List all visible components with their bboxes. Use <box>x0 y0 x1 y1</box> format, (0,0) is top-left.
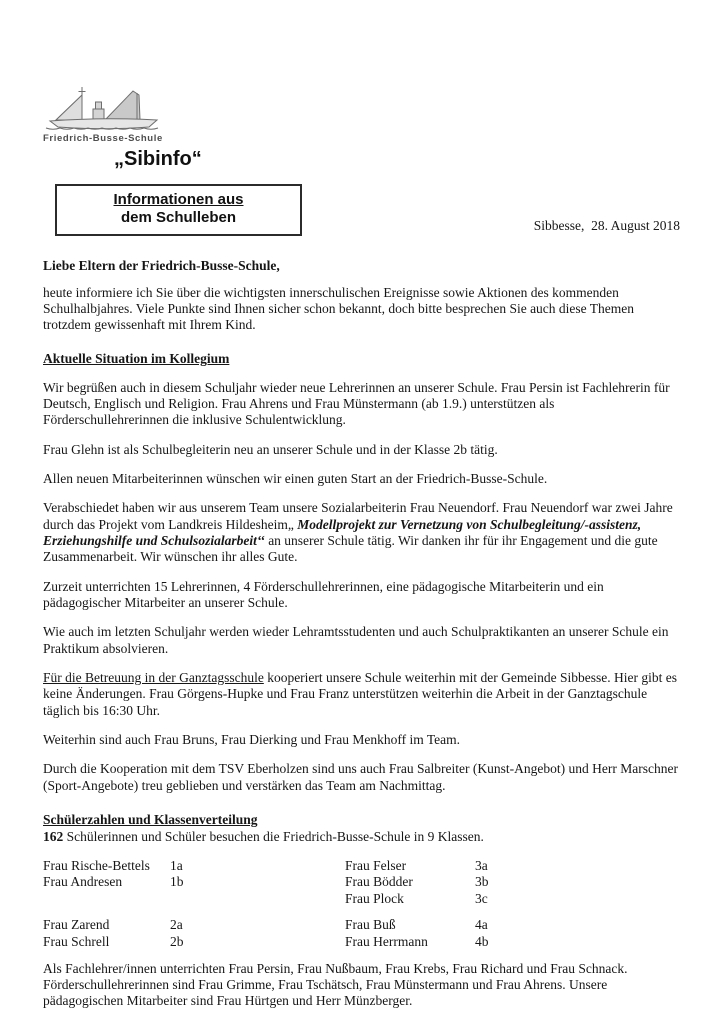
para-frau-glehn: Frau Glehn ist als Schulbegleiterin neu an unserer Schule und in der Klasse 2b tätig. <box>43 441 498 457</box>
ganztag-underlined: Für die Betreuung in der Ganztagsschule <box>43 670 264 686</box>
closing-paragraph: Als Fachlehrer/innen unterrichten Frau Persin, Frau Nußbaum, Frau Krebs, Frau Richard und Frau Schnack. Förderschullehrerinnen sind Frau Grimme, Frau Tschätsch, Frau Münstermann und Frau Ahrens. Unsere pädagogischen Mitarbeiter sind Frau Hürtgen und Herr Münzberger. <box>43 960 628 1009</box>
table-row <box>43 934 680 951</box>
teacher-name <box>43 891 170 908</box>
class-label <box>170 891 345 908</box>
para-team: Weiterhin sind auch Frau Bruns, Frau Dierking und Frau Menkhoff im Team. <box>43 732 461 748</box>
class-table <box>43 858 680 951</box>
para-new-teachers: Wir begrüßen auch in diesem Schuljahr wieder neue Lehrerinnen an unserer Schule. Frau Persin ist Fachlehrerin für Deutsch, Englisch und Religion. Frau Ahrens und Frau Münstermann (ab 1.9.) unterstützen als Förderschullehrerinnen die inklusive Schulentwicklung. <box>43 379 670 428</box>
teacher-name: Frau Rische-Bettels <box>43 857 150 873</box>
class-label: 3c <box>475 890 488 906</box>
header-row <box>43 184 680 237</box>
class-label: 1b <box>170 874 184 890</box>
teacher-name: Frau Schrell <box>43 934 110 950</box>
table-row <box>43 917 680 934</box>
neuendorf-pre: Verabschiedet haben wir aus unserem Team unsere Sozialarbeiterin Frau Neuendorf. Frau Neuendorf war zwei Jahre durch das Projekt vom Landkreis Hildesheim„ <box>43 500 673 532</box>
logo-school-name: Friedrich-Busse-Schule <box>43 133 163 144</box>
newsletter-title: „Sibinfo“ <box>114 148 202 171</box>
table-row-spacer <box>43 907 680 917</box>
info-box <box>55 184 302 237</box>
para-ganztagsschule <box>43 670 680 719</box>
greeting: Liebe Eltern der Friedrich-Busse-Schule, <box>43 258 280 274</box>
class-label: 4b <box>475 934 489 950</box>
teacher-name: Frau Plock <box>345 890 404 906</box>
neuendorf-post: an unserer Schule tätig. Wir danken ihr für ihr Engagement und die gute Zusammenarbeit. Wir wünschen ihr alles Gute. <box>43 533 658 565</box>
class-label: 4a <box>475 917 488 933</box>
table-row <box>43 891 680 908</box>
student-count-number: 162 <box>43 829 64 845</box>
dateline: Sibbesse, 28. August 2018 <box>533 217 680 233</box>
class-label: 3b <box>475 874 489 890</box>
class-label: 1a <box>170 857 183 873</box>
para-staff-count: Zurzeit unterrichten 15 Lehrerinnen, 4 Förderschullehrerinnen, eine pädagogische Mitarbeiterin und ein pädagogischer Mitarbeiter an unserer Schule. <box>43 578 604 611</box>
intro-paragraph: heute informiere ich Sie über die wichtigsten innerschulischen Ereignisse sowie Aktionen des kommenden Schulhalbjahres. Viele Punkte sind Ihnen sicher schon bekannt, doch bitte besprechen Sie auch diese Themen trotzdem gewissenhaft mit Ihrem Kind. <box>43 284 635 333</box>
ganztag-rest: kooperiert unsere Schule weiterhin mit der Gemeinde Sibbesse. Hier gibt es keine Änderungen. Frau Görgens-Hupke und Frau Franz unterstützen weiterhin die Arbeit in der Ganztagschule täglich bis 16:30 Uhr. <box>43 670 677 718</box>
teacher-name: Frau Andresen <box>43 874 123 890</box>
class-label: 2a <box>170 917 183 933</box>
para-praktikanten: Wie auch im letzten Schuljahr werden wieder Lehramtsstudenten und auch Schulpraktikanten an unserer Schule ein Praktikum absolvieren. <box>43 624 669 656</box>
neuendorf-project-quote: Modellprojekt zur Vernetzung von Schulbegleitung/-assistenz, Erziehungshilfe und Schulsozialarbeit‘‘ <box>43 516 642 549</box>
para-welcome: Allen neuen Mitarbeiterinnen wünschen wir einen guten Start an der Friedrich-Busse-Schule. <box>43 471 548 487</box>
student-count-line <box>43 829 680 845</box>
class-label: 2b <box>170 934 184 950</box>
teacher-name: Frau Bödder <box>345 874 413 890</box>
teacher-name: Frau Zarend <box>43 917 110 933</box>
teacher-name: Frau Herrmann <box>345 934 428 950</box>
class-label: 3a <box>475 857 488 873</box>
teacher-name: Frau Buß <box>345 917 396 933</box>
section-heading-schuelerzahlen: Schülerzahlen und Klassenverteilung <box>43 812 258 828</box>
table-row <box>43 858 680 875</box>
student-count-text: Schülerinnen und Schüler besuchen die Friedrich-Busse-Schule in 9 Klassen. <box>63 829 484 845</box>
para-tsv: Durch die Kooperation mit dem TSV Eberholzen sind uns auch Frau Salbreiter (Kunst-Angebot) und Herr Marschner (Sport-Angebote) treu geblieben und verstärken das Team am Nachmittag. <box>43 761 678 793</box>
info-box-line2: dem Schulleben <box>120 209 237 227</box>
sailboat-icon <box>43 84 165 132</box>
info-box-line1: Informationen aus <box>113 190 244 208</box>
para-neuendorf <box>43 500 680 565</box>
school-logo <box>43 84 171 144</box>
section-heading-kollegium: Aktuelle Situation im Kollegium <box>43 351 230 367</box>
table-row <box>43 874 680 891</box>
teacher-name: Frau Felser <box>345 857 407 873</box>
